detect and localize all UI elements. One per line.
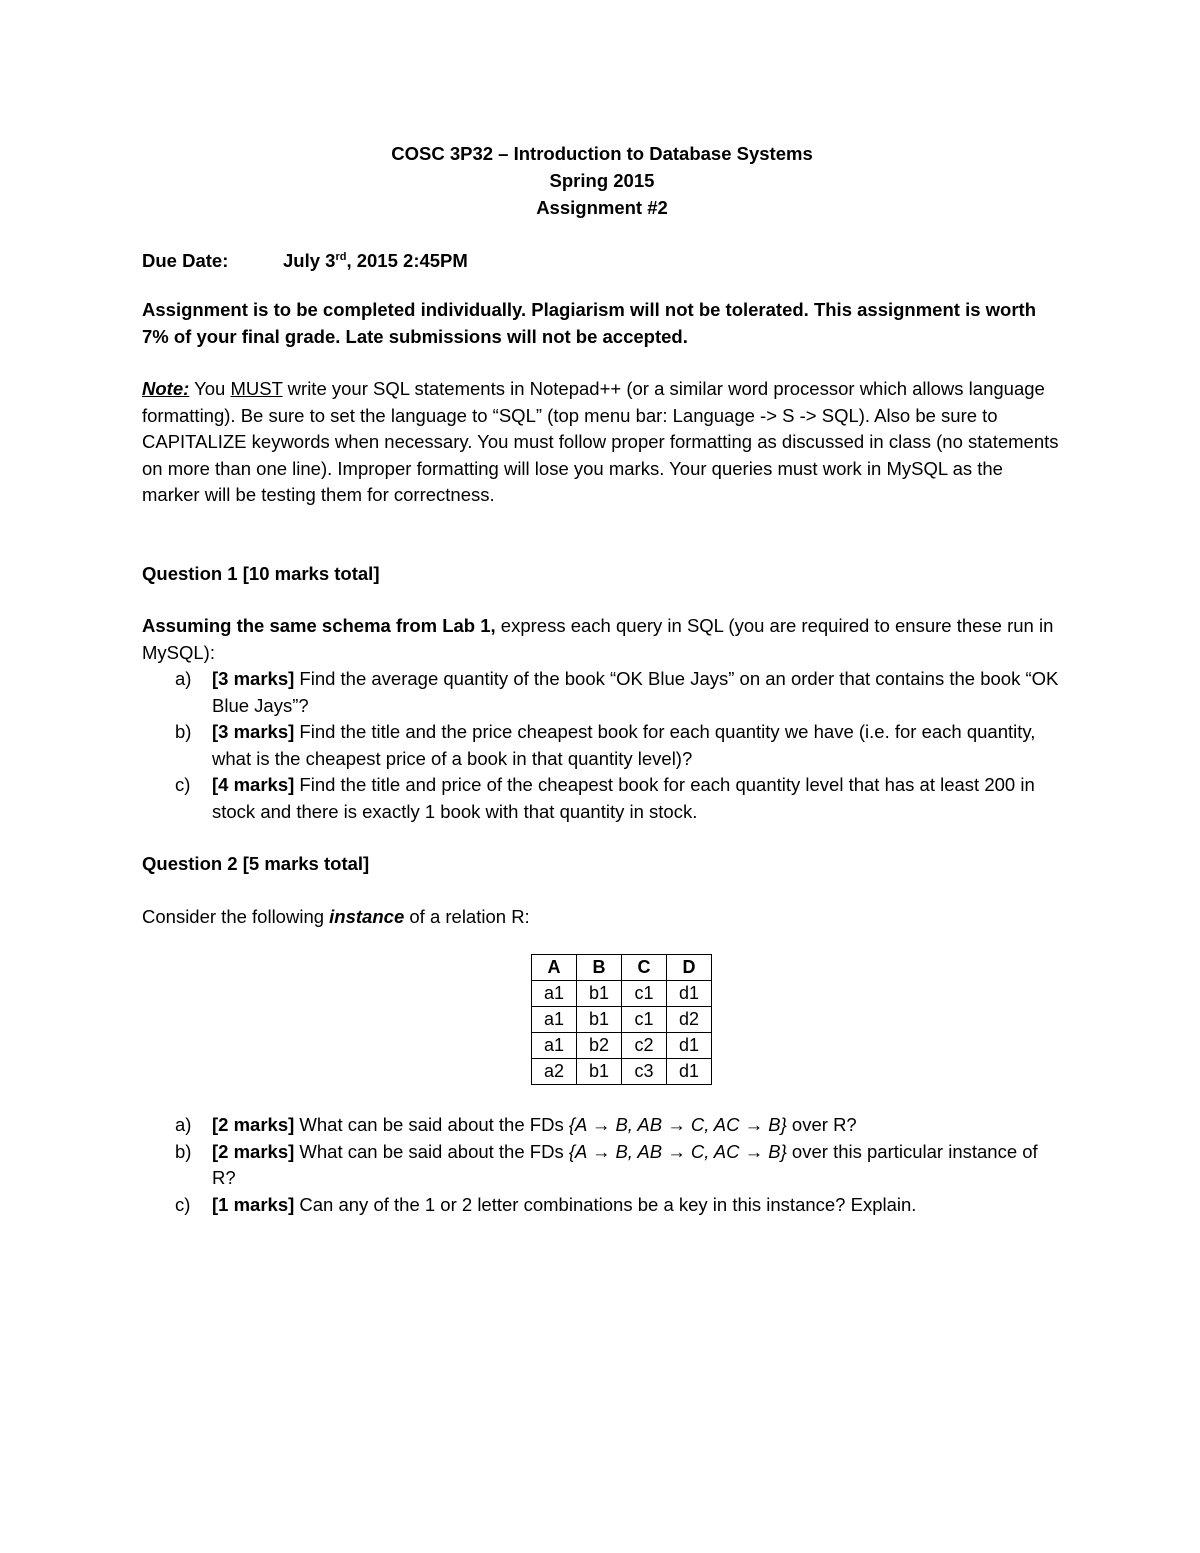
note-paragraph: Note: You MUST write your SQL statements in Notepad++ (or a similar word processor which allows language formatting). Be sure to set the language to “SQL” (top menu bar: Language -> S -> SQL). Also be sure to CAPITALIZE keywords when necessary. You must follow proper formatting as discussed in class (no statements on more than one line). Improper formatting will lose you marks. Your queries must work in MySQL as the marker will be testing them for correctness. <box>142 378 1059 505</box>
term: Spring 2015 <box>549 170 655 191</box>
table-cell: d1 <box>667 1033 712 1059</box>
list-item: c) [4 marks] Find the title and price of the cheapest book for each quantity level that has at least 200 in stock and there is exactly 1 book with that quantity in stock. <box>175 774 1035 822</box>
table-cell: a1 <box>532 1007 577 1033</box>
policy-paragraph: Assignment is to be completed individually. Plagiarism will not be tolerated. This assignment is worth 7% of your final grade. Late submissions will not be accepted. <box>142 299 1036 347</box>
table-cell: b1 <box>577 981 622 1007</box>
table-cell: c1 <box>622 1007 667 1033</box>
table-cell: c3 <box>622 1059 667 1085</box>
table-cell: a1 <box>532 981 577 1007</box>
question-2-title: Question 2 [5 marks total] <box>142 853 370 874</box>
table-cell: d2 <box>667 1007 712 1033</box>
assignment-title: Assignment #2 <box>536 197 668 218</box>
column-header: B <box>577 955 622 981</box>
question-1-intro: Assuming the same schema from Lab 1, express each query in SQL (you are required to ensure these run in MySQL): <box>142 615 1054 663</box>
list-item: c) [1 marks] Can any of the 1 or 2 letter combinations be a key in this instance? Explain. <box>175 1193 917 1215</box>
table-cell: d1 <box>667 981 712 1007</box>
table-cell: a1 <box>532 1033 577 1059</box>
question-2-intro: Consider the following instance of a relation R: <box>142 905 530 927</box>
question-2-list <box>142 1112 1062 1218</box>
fd-set: {A → B, AB → C, AC → B} <box>568 1140 787 1162</box>
question-1-list <box>142 666 1062 825</box>
list-item: b) [2 marks] What can be said about the FDs {A → B, AB → C, AC → B} over this particular instance of R? <box>175 1140 1038 1188</box>
table-cell: d1 <box>667 1059 712 1085</box>
table-row <box>532 1007 712 1033</box>
due-date-value: July 3rd, 2015 2:45PM <box>283 250 468 272</box>
table-row <box>532 981 712 1007</box>
relation-r-table <box>531 954 712 1085</box>
table-cell: b2 <box>577 1033 622 1059</box>
list-item: b) [3 marks] Find the title and the price cheapest book for each quantity we have (i.e. for each quantity, what is the cheapest price of a book in that quantity level)? <box>175 721 1036 769</box>
fd-set: {A → B, AB → C, AC → B} <box>568 1114 787 1135</box>
table-header-row <box>532 955 712 981</box>
relation-table-wrap <box>142 954 1062 1085</box>
list-item: a) [2 marks] What can be said about the FDs {A → B, AB → C, AC → B} over R? <box>175 1114 857 1135</box>
table-cell: b1 <box>577 1007 622 1033</box>
table-cell: b1 <box>577 1059 622 1085</box>
column-header: A <box>532 955 577 981</box>
list-item: a) [3 marks] Find the average quantity of the book “OK Blue Jays” on an order that contains the book “OK Blue Jays”? <box>175 668 1059 716</box>
note-label: Note: <box>142 378 190 399</box>
column-header: C <box>622 955 667 981</box>
assignment-page <box>142 140 1062 1218</box>
course-title: COSC 3P32 – Introduction to Database Systems <box>391 143 813 164</box>
table-cell: c2 <box>622 1033 667 1059</box>
table-row <box>532 1033 712 1059</box>
table-cell: a2 <box>532 1059 577 1085</box>
table-row <box>532 1059 712 1085</box>
question-1-title: Question 1 [10 marks total] <box>142 562 380 584</box>
table-cell: c1 <box>622 981 667 1007</box>
document-header <box>142 140 1062 221</box>
must-emphasis: MUST <box>230 378 283 399</box>
due-date-line <box>142 243 1062 271</box>
column-header: D <box>667 955 712 981</box>
due-date-label: Due Date: <box>142 250 229 272</box>
